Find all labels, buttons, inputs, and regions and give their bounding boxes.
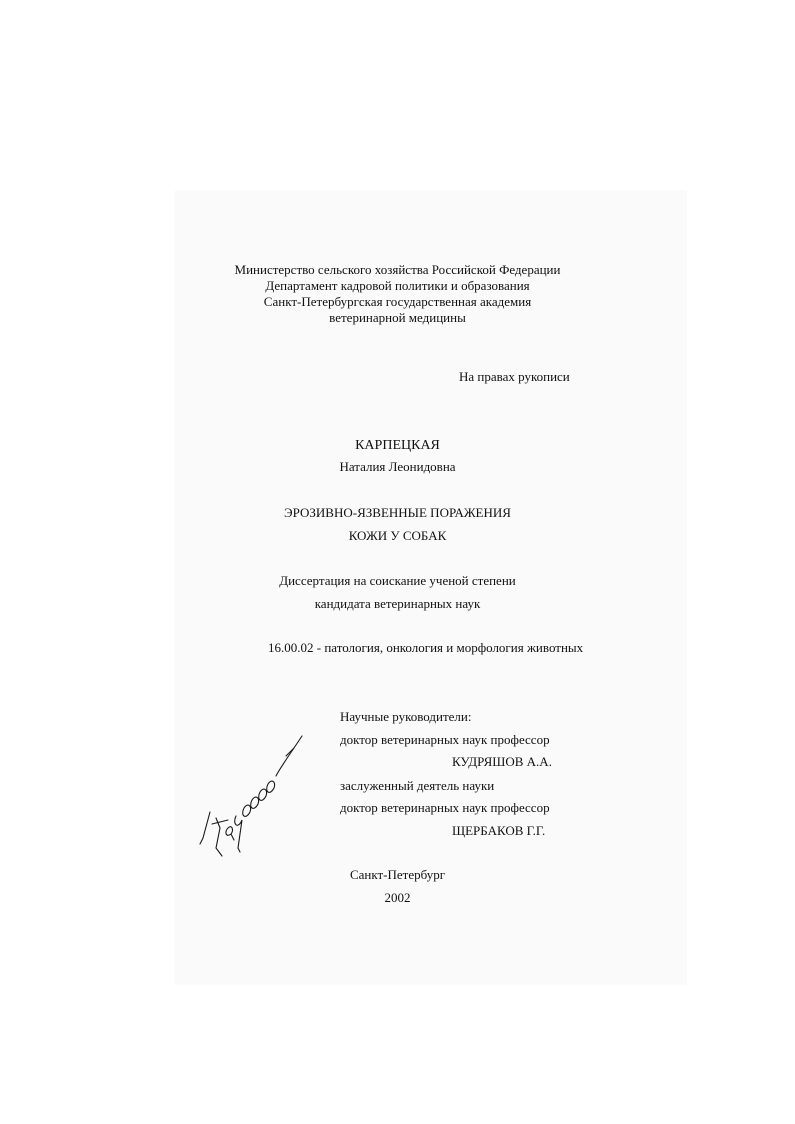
supervisors-heading: Научные руководители: bbox=[340, 709, 472, 724]
degree-line-1: Диссертация на соискание ученой степени bbox=[279, 573, 516, 588]
header-academy-cont: ветеринарной медицины bbox=[329, 310, 466, 325]
title-line-1: ЭРОЗИВНО-ЯЗВЕННЫЕ ПОРАЖЕНИЯ bbox=[284, 505, 511, 520]
author-name: Наталия Леонидовна bbox=[339, 459, 456, 474]
specialty: 16.00.02 - патология, онкология и морфология животных bbox=[268, 640, 584, 655]
handwritten-signature bbox=[198, 720, 313, 870]
supervisor-1-title: доктор ветеринарных наук профессор bbox=[340, 732, 550, 747]
header-department: Департамент кадровой политики и образования bbox=[265, 278, 530, 293]
author-surname: КАРПЕЦКАЯ bbox=[355, 438, 440, 453]
supervisor-1-name: КУДРЯШОВ А.А. bbox=[452, 754, 552, 769]
header-academy: Санкт-Петербургская государственная академия bbox=[263, 294, 532, 309]
title-line-2: КОЖИ У СОБАК bbox=[348, 528, 447, 543]
manuscript-note: На правах рукописи bbox=[459, 369, 570, 384]
supervisor-2-title-2: доктор ветеринарных наук профессор bbox=[340, 800, 550, 815]
degree-line-2: кандидата ветеринарных наук bbox=[314, 596, 481, 611]
header-ministry: Министерство сельского хозяйства Российской Федерации bbox=[234, 262, 561, 277]
footer-city: Санкт-Петербург bbox=[349, 867, 446, 882]
supervisor-2-name: ЩЕРБАКОВ Г.Г. bbox=[452, 823, 546, 838]
footer-year: 2002 bbox=[384, 890, 411, 905]
supervisor-2-title-1: заслуженный деятель науки bbox=[340, 778, 495, 793]
